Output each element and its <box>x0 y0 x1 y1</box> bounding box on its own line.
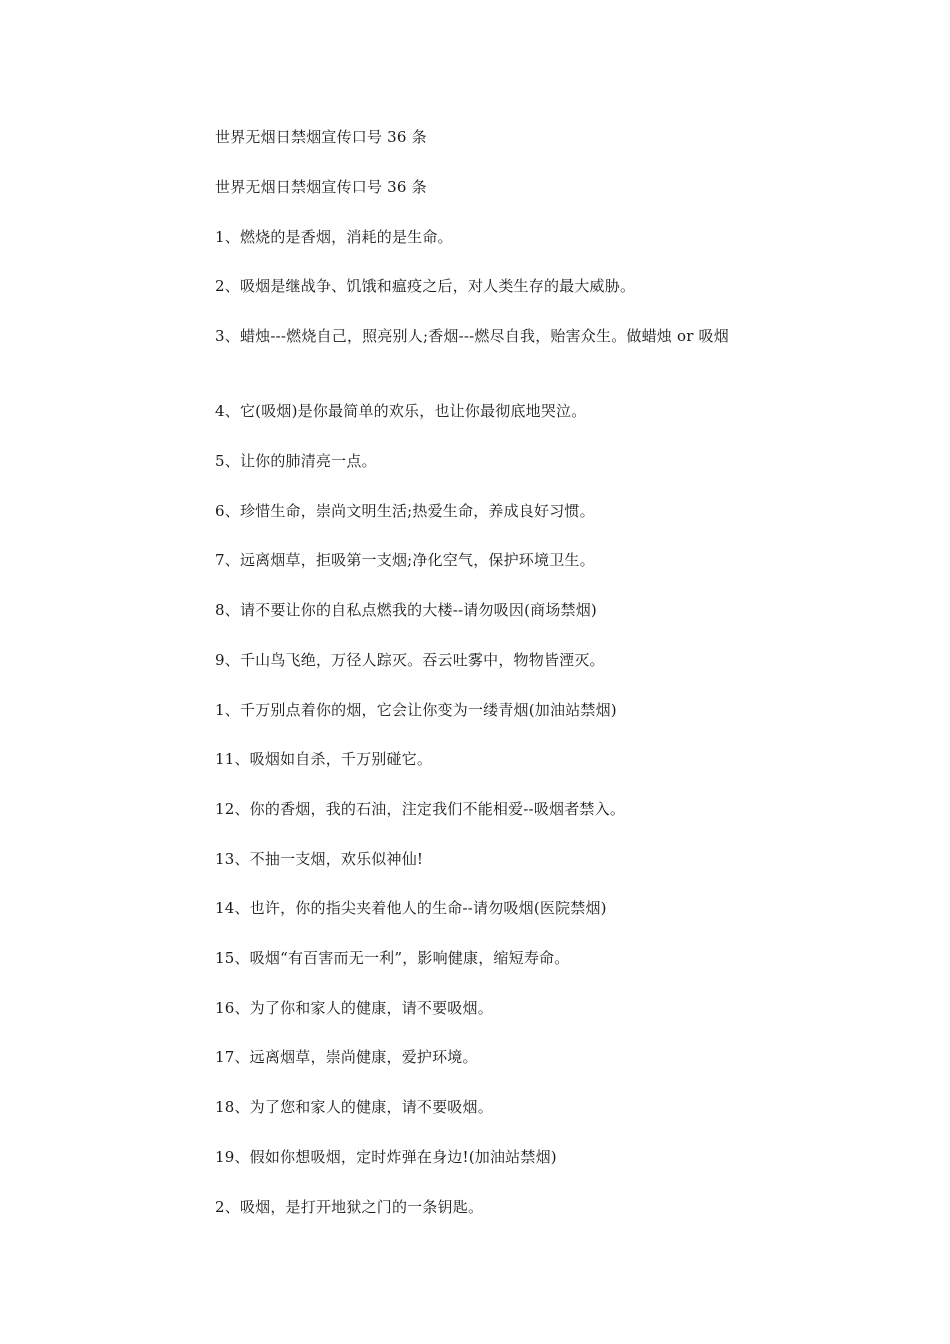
list-item: 19、假如你想吸烟，定时炸弹在身边!(加油站禁烟) <box>215 1148 557 1166</box>
list-item: 4、它(吸烟)是你最简单的欢乐，也让你最彻底地哭泣。 <box>215 402 587 420</box>
list-item: 2、吸烟，是打开地狱之门的一条钥匙。 <box>215 1198 484 1216</box>
list-item: 8、请不要让你的自私点燃我的大楼--请勿吸因(商场禁烟) <box>215 601 597 619</box>
list-item: 1、千万别点着你的烟，它会让你变为一缕青烟(加油站禁烟) <box>215 701 617 719</box>
list-item: 15、吸烟“有百害而无一利”，影响健康，缩短寿命。 <box>215 949 570 967</box>
list-item: 17、远离烟草，崇尚健康，爱护环境。 <box>215 1048 478 1066</box>
list-item: 6、珍惜生命，崇尚文明生活;热爱生命，养成良好习惯。 <box>215 502 595 520</box>
list-item: 9、千山鸟飞绝，万径人踪灭。吞云吐雾中，物物皆湮灭。 <box>215 651 605 669</box>
list-item: 13、不抽一支烟，欢乐似神仙! <box>215 850 424 868</box>
list-item: 3、蜡烛---燃烧自己，照亮别人;香烟---燃尽自我，贻害众生。做蜡烛 or 吸烟 <box>215 327 729 345</box>
list-item: 5、让你的肺清亮一点。 <box>215 452 377 470</box>
list-item: 7、远离烟草，拒吸第一支烟;净化空气，保护环境卫生。 <box>215 551 595 569</box>
list-item: 2、吸烟是继战争、饥饿和瘟疫之后，对人类生存的最大威胁。 <box>215 277 636 295</box>
list-item: 16、为了你和家人的健康，请不要吸烟。 <box>215 999 493 1017</box>
list-item: 11、吸烟如自杀，千万别碰它。 <box>215 750 433 768</box>
list-item: 18、为了您和家人的健康，请不要吸烟。 <box>215 1098 493 1116</box>
document-subtitle: 世界无烟日禁烟宣传口号 36 条 <box>215 178 427 196</box>
list-item: 12、你的香烟，我的石油，注定我们不能相爱--吸烟者禁入。 <box>215 800 626 818</box>
list-item: 1、燃烧的是香烟，消耗的是生命。 <box>215 228 453 246</box>
document-title: 世界无烟日禁烟宣传口号 36 条 <box>215 128 427 146</box>
list-item: 14、也许，你的指尖夹着他人的生命--请勿吸烟(医院禁烟) <box>215 899 607 917</box>
